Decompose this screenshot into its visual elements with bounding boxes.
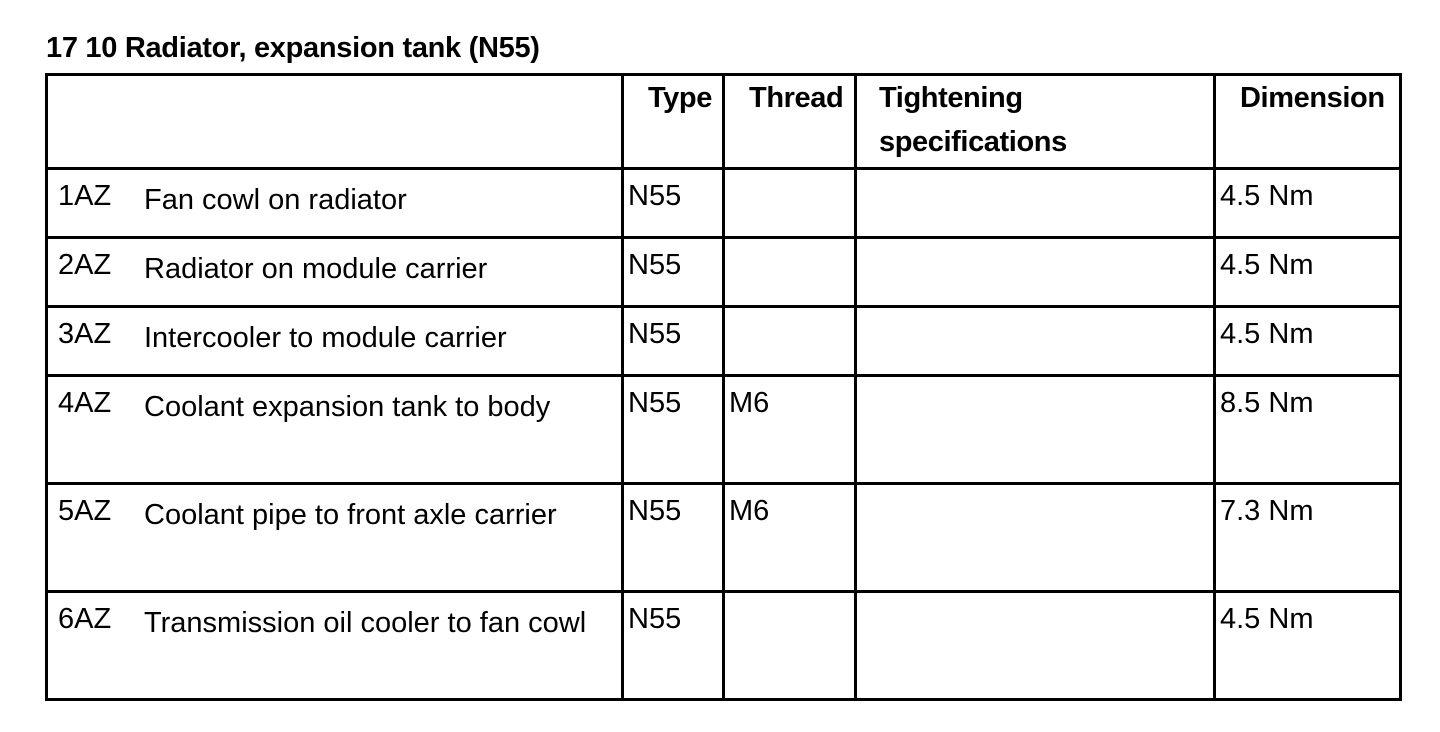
- item-cell: [47, 484, 623, 592]
- thread-cell: [724, 169, 856, 238]
- dimension-cell: 4.5 Nm: [1215, 238, 1401, 307]
- table-row: [47, 307, 1401, 376]
- type-cell: N55: [623, 169, 724, 238]
- tightening-cell: [856, 592, 1215, 700]
- item-cell: [47, 238, 623, 307]
- document-title: 17 10 Radiator, expansion tank (N55): [46, 32, 540, 64]
- item-description: Intercooler to module carrier: [144, 322, 507, 354]
- thread-cell: M6: [724, 376, 856, 484]
- header-item: [47, 75, 623, 169]
- thread-cell: M6: [724, 484, 856, 592]
- tightening-cell: [856, 238, 1215, 307]
- item-description: Fan cowl on radiator: [144, 184, 407, 216]
- torque-spec-table: [45, 73, 1402, 701]
- tightening-cell: [856, 484, 1215, 592]
- dimension-cell: 4.5 Nm: [1215, 592, 1401, 700]
- item-cell: [47, 376, 623, 484]
- tightening-cell: [856, 307, 1215, 376]
- table-row: [47, 484, 1401, 592]
- thread-cell: [724, 592, 856, 700]
- dimension-cell: 7.3 Nm: [1215, 484, 1401, 592]
- dimension-cell: 4.5 Nm: [1215, 169, 1401, 238]
- dimension-cell: 4.5 Nm: [1215, 307, 1401, 376]
- table-header-row: [47, 75, 1401, 169]
- item-number: 5AZ: [58, 495, 112, 527]
- item-description: Coolant expansion tank to body: [144, 391, 551, 423]
- header-dimension: Dimension: [1215, 75, 1401, 169]
- dimension-cell: 8.5 Nm: [1215, 376, 1401, 484]
- table-row: [47, 592, 1401, 700]
- table-row: [47, 238, 1401, 307]
- type-cell: N55: [623, 484, 724, 592]
- type-cell: N55: [623, 307, 724, 376]
- item-number: 3AZ: [58, 318, 112, 350]
- table-row: [47, 169, 1401, 238]
- thread-cell: [724, 238, 856, 307]
- header-type: Type: [623, 75, 724, 169]
- item-number: 2AZ: [58, 249, 112, 281]
- item-description: Coolant pipe to front axle carrier: [144, 499, 557, 531]
- header-thread: Thread: [724, 75, 856, 169]
- item-cell: [47, 169, 623, 238]
- table-row: [47, 376, 1401, 484]
- item-cell: [47, 592, 623, 700]
- item-number: 4AZ: [58, 387, 112, 419]
- header-tightening-specifications: Tightening specifications: [856, 75, 1215, 169]
- thread-cell: [724, 307, 856, 376]
- item-description: Transmission oil cooler to fan cowl: [144, 607, 587, 639]
- item-number: 6AZ: [58, 603, 112, 635]
- type-cell: N55: [623, 238, 724, 307]
- tightening-cell: [856, 376, 1215, 484]
- item-number: 1AZ: [58, 180, 112, 212]
- item-cell: [47, 307, 623, 376]
- tightening-cell: [856, 169, 1215, 238]
- item-description: Radiator on module carrier: [144, 253, 488, 285]
- type-cell: N55: [623, 592, 724, 700]
- type-cell: N55: [623, 376, 724, 484]
